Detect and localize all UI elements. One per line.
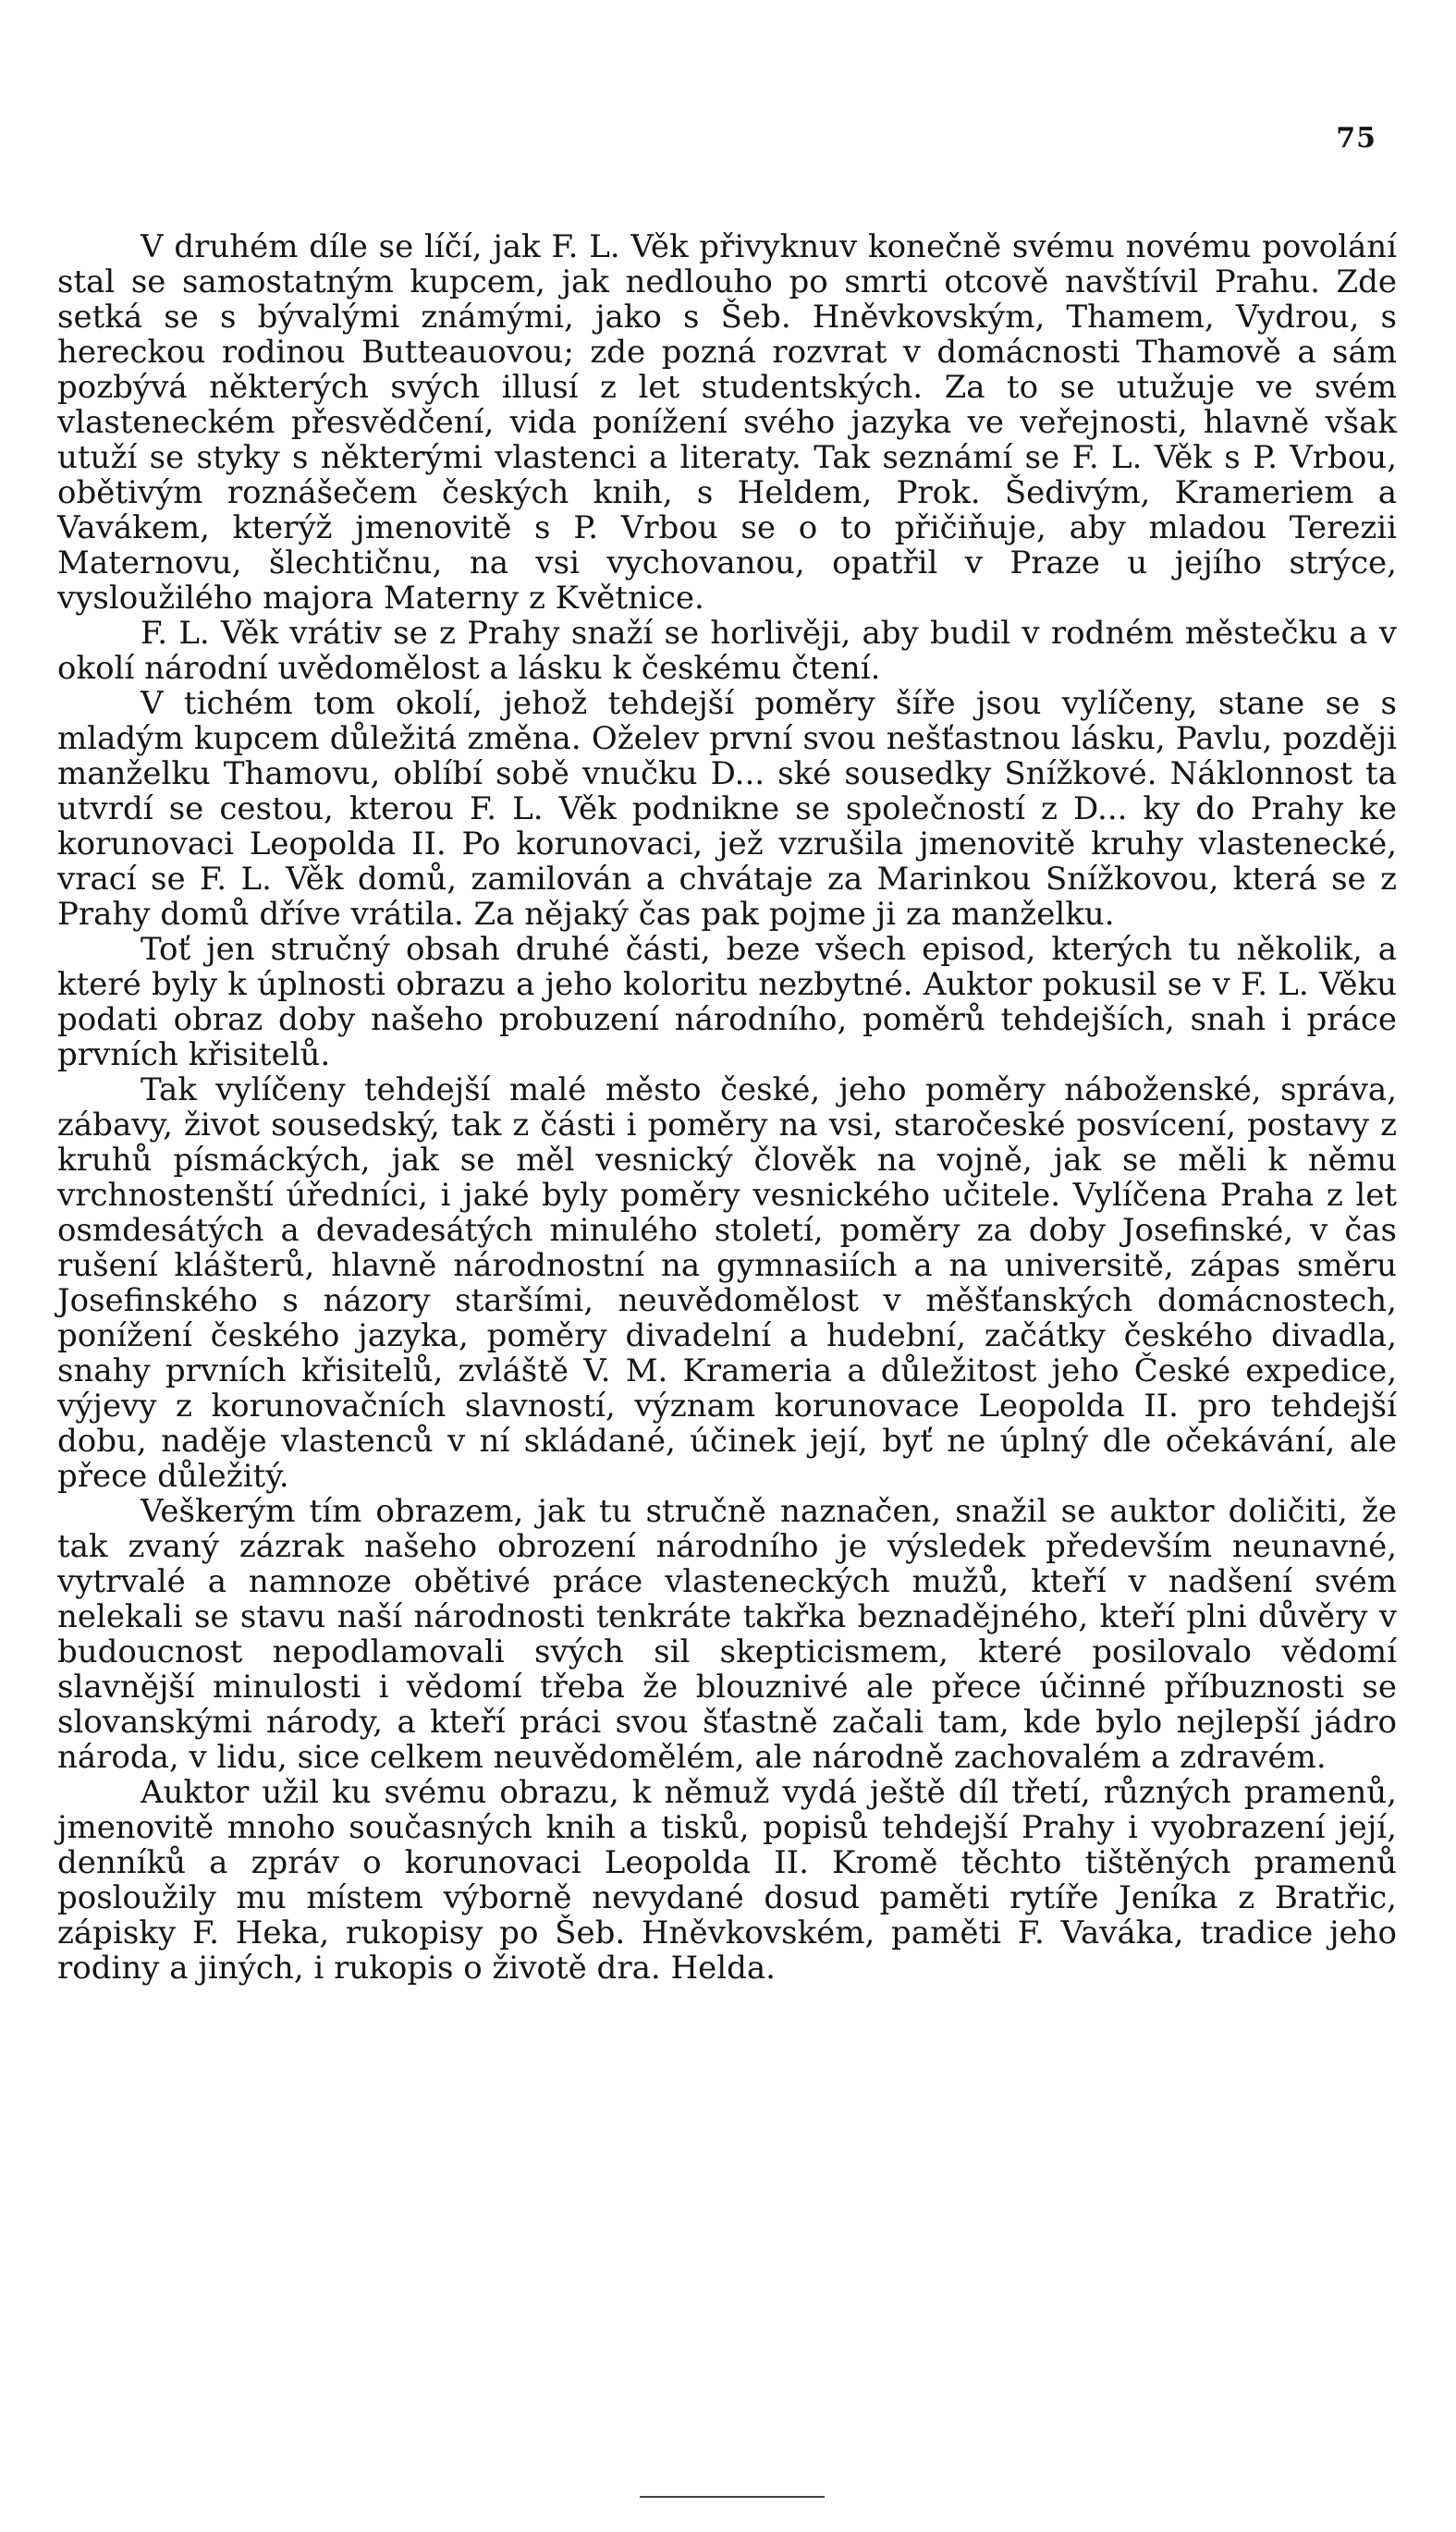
- paragraph-depicted-era: Tak vylíčeny tehdejší malé město české, jeho poměry náboženské, správa, zábavy, život sousedský, tak z části i poměry na vsi, staročeské posvícení, postavy z kruhů písmáckých, jak se měl vesnický člověk na vojně, jak se měli k němu vrchnostenští úředníci, i jaké byly poměry vesnického učitele. Vylíčena Praha z let osmdesátých a devadesátých minulého století, poměry za doby Josefinské, v čas rušení klášterů, hlavně národnostní na gymnasiích a na universitě, zápas směru Josefinského s názory staršími, neuvědomělost v měšťanských domácnostech, ponížení českého jazyka, poměry divadelní a hudební, začátky českého divadla, snahy prvních křisitelů, zvláště V. M. Krameria a důležitost jeho České expedice, výjevy z korunovačních slavností, význam korunovace Leopolda II. pro tehdejší dobu, naděje vlastenců v ní skládané, účinek její, byť ne úplný dle očekávání, ale přece důležitý.: [57, 1071, 1397, 1495]
- paragraph-summary-part-two: V druhém díle se líčí, jak F. L. Věk přivyknuv konečně svému novému povolání stal se samostatným kupcem, jak nedlouho po smrti otcově navštívil Prahu. Zde setká se s bývalými známými, jako s Šeb. Hněvkovským, Thamem, Vydrou, s hereckou rodinou Butteauovou; zde pozná rozvrat v domácnosti Thamově a sám pozbývá některých svých illusí z let studentských. Za to se utužuje ve svém vlasteneckém přesvědčení, vida ponížení svého jazyka ve veřejnosti, hlavně však utuží se styky s některými vlastenci a literaty. Tak seznámí se F. L. Věk s P. Vrbou, obětivým roznášečem českých knih, s Heldem, Prok. Šedivým, Krameriem a Vavákem, kterýž jmenovitě s P. Vrbou se o to přičiňuje, aby mladou Terezii Maternovu, šlechtičnu, na vsi vychovanou, opatřil v Praze u jejího strýce, vysloužilého majora Materny z Květnice.: [57, 228, 1397, 617]
- main-text: [57, 229, 1397, 1986]
- paragraph-return-home: F. L. Věk vrátiv se z Prahy snaží se horlivěji, aby budil v rodném městečku a v okolí národní uvědomělost a lásku k českému čtení.: [57, 615, 1397, 687]
- paragraph-scope: Toť jen stručný obsah druhé části, beze všech episod, kterých tu několik, a které byly k úplnosti obrazu a jeho koloritu nezbytné. Auktor pokusil se v F. L. Věku podati obraz doby našeho probuzení národního, poměrů tehdejších, snah i práce prvních křisitelů.: [57, 931, 1397, 1073]
- page-number: 75: [1336, 122, 1376, 154]
- paragraph-author-intent: Veškerým tím obrazem, jak tu stručně naznačen, snažil se auktor doličiti, že tak zvaný zázrak našeho obrození národního je výsledek především neunavné, vytrvalé a namnoze obětivé práce vlasteneckých mužů, kteří v nadšení svém nelekali se stavu naší národnosti tenkráte takřka beznadějného, kteří plni důvěry v budoucnost nepodlamovali svých sil skepticismem, které posilovalo vědomí slavnější minulosti i vědomí třeba že blouznivé ale přece účinné příbuznosti se slovanskými národy, a kteří práci svou šťastně začali tam, kde bylo nejlepší jádro národa, v lidu, sice celkem neuvědomělém, ale národně zachovalém a zdravém.: [57, 1493, 1397, 1776]
- paragraph-sources: Auktor užil ku svému obrazu, k němuž vydá ještě díl třetí, různých pramenů, jmenovitě mnoho současných knih a tisků, popisů tehdejší Prahy i vyobrazení její, denníků a zpráv o korunovaci Leopolda II. Kromě těchto tištěných pramenů posloužily mu místem výborně nevydané dosud paměti rytíře Jeníka z Bratřic, zápisky F. Heka, rukopisy po Šeb. Hněvkovském, paměti F. Vaváka, tradice jeho rodiny a jiných, i rukopis o životě dra. Helda.: [57, 1774, 1397, 1987]
- end-rule-divider: [640, 2496, 825, 2498]
- paragraph-marriage: V tichém tom okolí, jehož tehdejší poměry šíře jsou vylíčeny, stane se s mladým kupcem důležitá změna. Oželev první svou nešťastnou lásku, Pavlu, později manželku Thamovu, oblíbí sobě vnučku D... ské sousedky Snížkové. Náklonnost ta utvrdí se cestou, kterou F. L. Věk podnikne se společností z D... ky do Prahy ke korunovaci Leopolda II. Po korunovaci, jež vzrušila jmenovitě kruhy vlastenecké, vrací se F. L. Věk domů, zamilován a chvátaje za Marinkou Snížkovou, která se z Prahy domů dříve vrátila. Za nějaký čas pak pojme ji za manželku.: [57, 685, 1397, 933]
